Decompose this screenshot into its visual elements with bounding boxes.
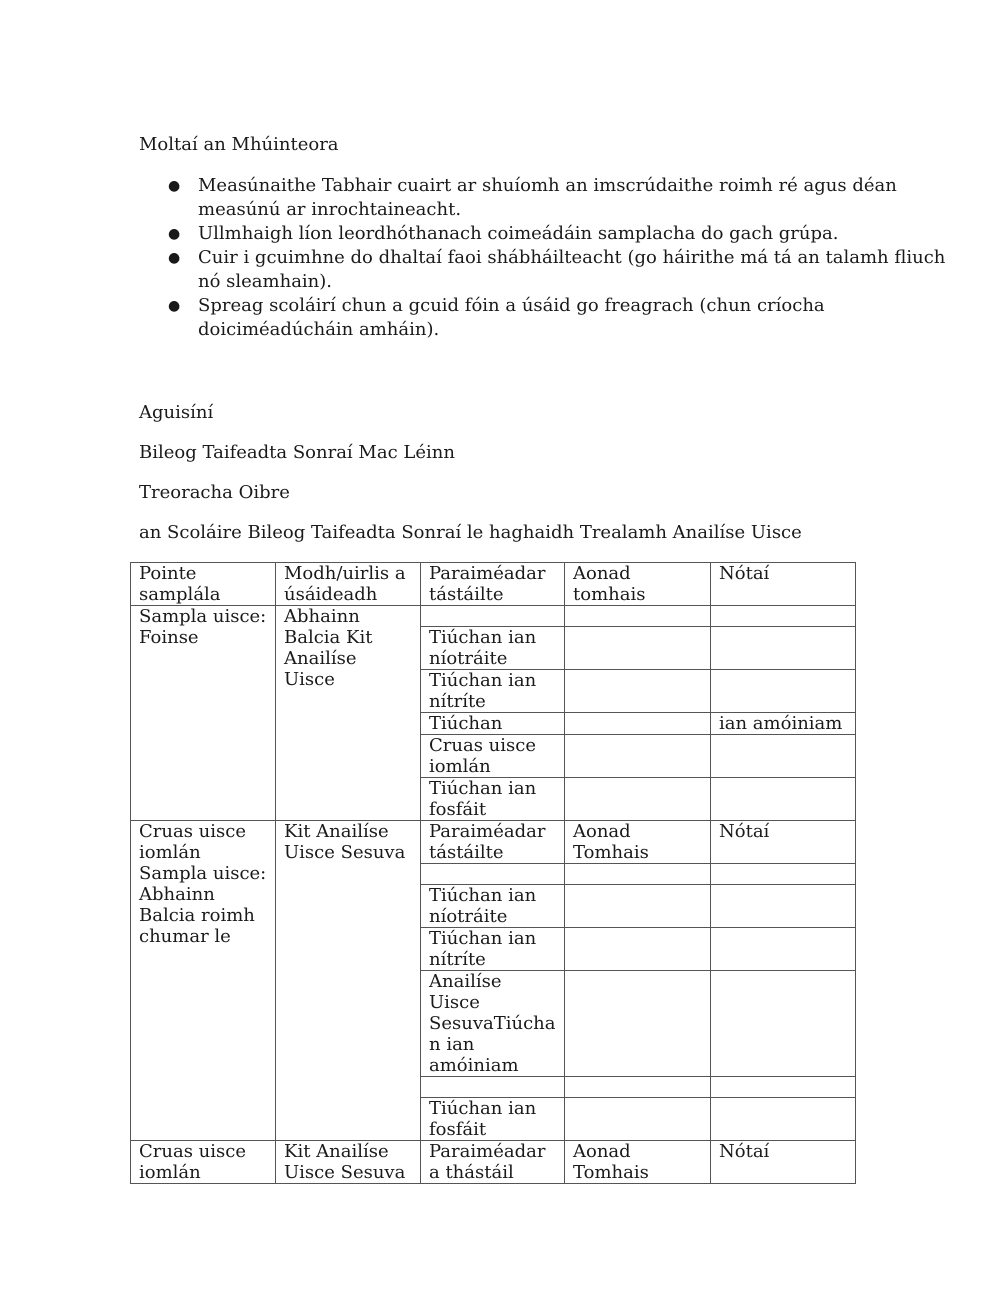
notes-cell — [711, 627, 856, 670]
notes-cell: Nótaí — [711, 1141, 856, 1184]
bullet-icon: ● — [168, 250, 181, 266]
header-cell: Modh/uirlis a úsáideadh — [276, 563, 421, 606]
unit-cell — [565, 971, 711, 1077]
recommendations-list — [139, 174, 959, 342]
parameter-cell: Paraiméadar a thástáil — [421, 1141, 565, 1184]
parameter-cell — [421, 864, 565, 885]
parameter-cell: Tiúchan ian fosfáit — [421, 1098, 565, 1141]
method-cell: Kit Anailíse Uisce Sesuva — [276, 1141, 421, 1184]
unit-cell — [565, 928, 711, 971]
parameter-cell: Tiúchan ian fosfáit — [421, 778, 565, 821]
unit-cell — [565, 670, 711, 713]
parameter-cell: Tiúchan ian níotráite — [421, 885, 565, 928]
list-item: ● Spreag scoláirí chun a gcuid fóin a úsáid go freagrach (chun críocha doiciméadúcháin amháin). — [168, 295, 825, 340]
unit-cell — [565, 1098, 711, 1141]
table-header-row — [131, 563, 856, 606]
unit-cell: Aonad Tomhais — [565, 821, 711, 864]
parameter-cell: Cruas uisce iomlán — [421, 735, 565, 778]
appendix-line-2: Treoracha Oibre — [139, 482, 290, 503]
notes-cell — [711, 606, 856, 627]
appendix-line-1: Bileog Taifeadta Sonraí Mac Léinn — [139, 442, 455, 463]
notes-cell — [711, 971, 856, 1077]
notes-cell — [711, 778, 856, 821]
unit-cell — [565, 864, 711, 885]
table-row — [131, 821, 856, 864]
sample-point-cell: Cruas uisce iomlán — [131, 1141, 276, 1184]
parameter-cell — [421, 606, 565, 627]
unit-cell — [565, 1077, 711, 1098]
appendix-line-3: an Scoláire Bileog Taifeadta Sonraí le haghaidh Trealamh Anailíse Uisce — [139, 522, 802, 543]
parameter-cell: Paraiméadar tástáilte — [421, 821, 565, 864]
appendices-title: Aguisíní — [139, 402, 214, 423]
unit-cell — [565, 713, 711, 735]
list-item: ● Ullmhaigh líon leordhóthanach coimeádáin samplacha do gach grúpa. — [168, 223, 839, 244]
recommendations-title: Moltaí an Mhúinteora — [139, 134, 339, 155]
unit-cell — [565, 606, 711, 627]
header-cell: Paraiméadar tástáilte — [421, 563, 565, 606]
notes-cell — [711, 670, 856, 713]
parameter-cell: Tiúchan — [421, 713, 565, 735]
bullet-icon: ● — [168, 298, 181, 314]
unit-cell — [565, 627, 711, 670]
header-cell: Aonad tomhais — [565, 563, 711, 606]
data-recording-table — [130, 562, 856, 1184]
method-cell: Abhainn Balcia Kit Anailíse Uisce — [276, 606, 421, 821]
notes-cell: Nótaí — [711, 821, 856, 864]
notes-cell — [711, 1077, 856, 1098]
bullet-icon: ● — [168, 226, 181, 242]
notes-cell — [711, 885, 856, 928]
unit-cell — [565, 735, 711, 778]
unit-cell — [565, 885, 711, 928]
unit-cell — [565, 778, 711, 821]
notes-cell: ian amóiniam — [711, 713, 856, 735]
sample-point-cell: Sampla uisce: Foinse — [131, 606, 276, 821]
notes-cell — [711, 735, 856, 778]
list-item: ● Measúnaithe Tabhair cuairt ar shuíomh an imscrúdaithe roimh ré agus déan measúnú ar inrochtaineacht. — [168, 175, 897, 220]
header-cell: Pointe samplála — [131, 563, 276, 606]
parameter-cell: Tiúchan ian níotráite — [421, 627, 565, 670]
list-item: ● Cuir i gcuimhne do dhaltaí faoi shábháilteacht (go háirithe má tá an talamh fliuch nó sleamhain). — [168, 247, 946, 292]
table-row — [131, 1141, 856, 1184]
notes-cell — [711, 928, 856, 971]
parameter-cell: Tiúchan ian nítríte — [421, 928, 565, 971]
parameter-cell: Tiúchan ian nítríte — [421, 670, 565, 713]
notes-cell — [711, 864, 856, 885]
method-cell: Kit Anailíse Uisce Sesuva — [276, 821, 421, 1141]
sample-point-cell: Cruas uisce iomlán Sampla uisce: Abhainn Balcia roimh chumar le — [131, 821, 276, 1141]
unit-cell: Aonad Tomhais — [565, 1141, 711, 1184]
parameter-cell — [421, 1077, 565, 1098]
bullet-icon: ● — [168, 178, 181, 194]
table-row — [131, 606, 856, 627]
header-cell: Nótaí — [711, 563, 856, 606]
parameter-cell: Anailíse Uisce SesuvaTiúchan ian amóiniam — [421, 971, 565, 1077]
notes-cell — [711, 1098, 856, 1141]
